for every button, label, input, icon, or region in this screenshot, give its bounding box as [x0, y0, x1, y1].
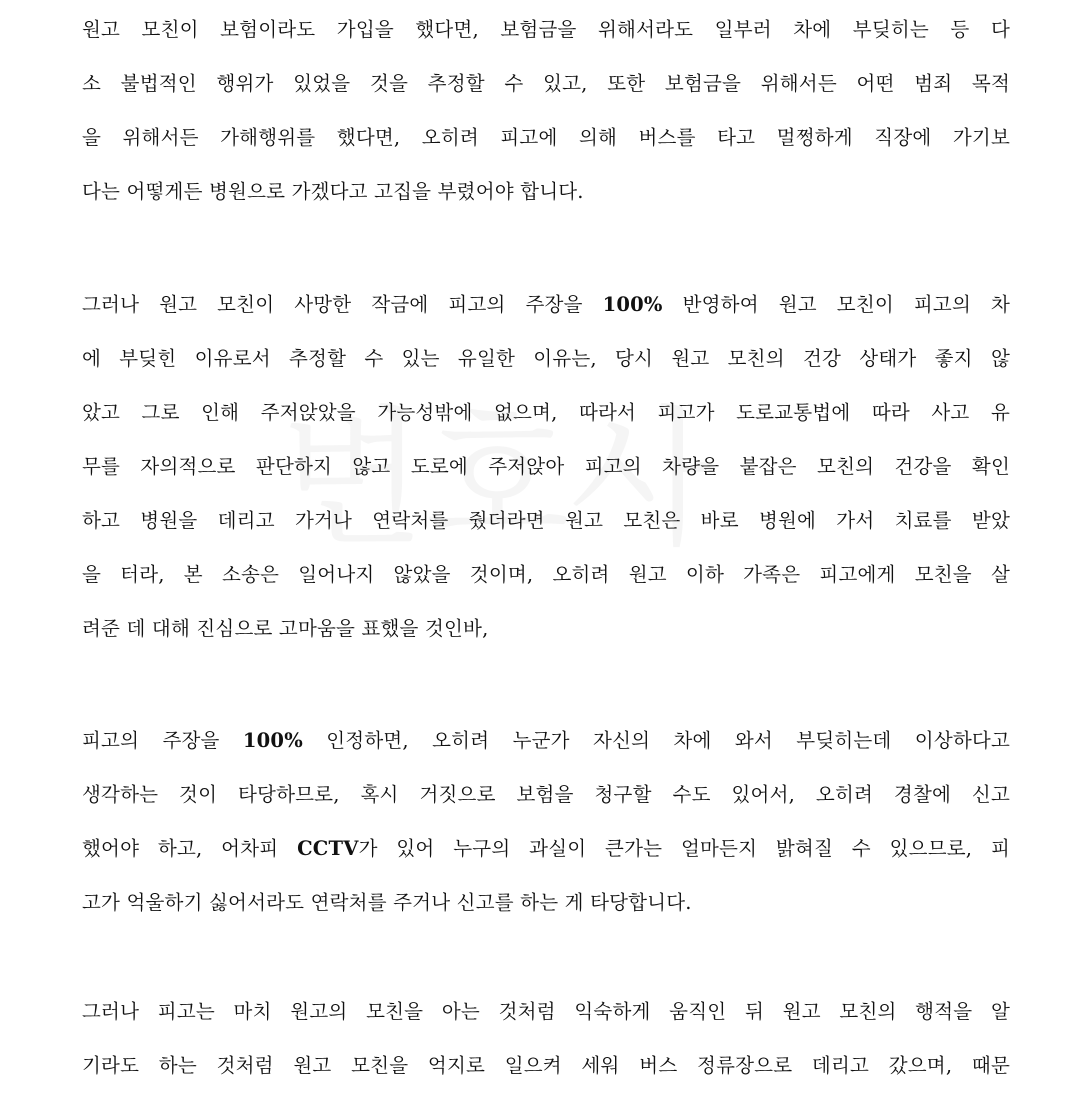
text-line: 생각하는 것이 타당하므로, 혹시 거짓으로 보험을 청구할 수도 있어서, 오히려 경찰에 신고 — [82, 783, 1010, 806]
text-line: 그러나 피고는 마치 원고의 모친을 아는 것처럼 익숙하게 움직인 뒤 원고 모친의 행적을 알 — [82, 1000, 1010, 1023]
text-line: 무를 자의적으로 판단하지 않고 도로에 주저앉아 피고의 차량을 붙잡은 모친의 건강을 확인 — [82, 455, 1010, 478]
text-line: 려준 데 대해 진심으로 고마움을 표했을 것인바, — [82, 617, 489, 640]
text-line: 했어야 하고, 어차피 CCTV가 있어 누구의 과실이 큰가는 얼마든지 밝혀질 수 있으므로, 피 — [82, 837, 1011, 860]
paragraph-4 — [82, 985, 1010, 1093]
paragraph-2 — [82, 278, 1010, 656]
paragraph-3 — [82, 714, 1010, 930]
text-line: 피고의 주장을 100% 인정하면, 오히려 누군가 자신의 차에 와서 부딪히는데 이상하다고 — [82, 729, 1010, 752]
text-line: 다는 어떻게든 병원으로 가겠다고 고집을 부렸어야 합니다. — [82, 180, 584, 203]
text-line: 기라도 하는 것처럼 원고 모친을 억지로 일으켜 세워 버스 정류장으로 데리고 갔으며, 때문 — [82, 1054, 1010, 1077]
text-line: 았고 그로 인해 주저앉았을 가능성밖에 없으며, 따라서 피고가 도로교통법에 따라 사고 유 — [82, 401, 1010, 424]
paragraph-1 — [82, 3, 1010, 219]
text-line: 을 터라, 본 소송은 일어나지 않았을 것이며, 오히려 원고 이하 가족은 피고에게 모친을 살 — [82, 563, 1010, 586]
text-line: 에 부딪힌 이유로서 추정할 수 있는 유일한 이유는, 당시 원고 모친의 건강 상태가 좋지 않 — [82, 347, 1010, 370]
text-line: 을 위해서든 가해행위를 했다면, 오히려 피고에 의해 버스를 타고 멀쩡하게 직장에 가기보 — [82, 126, 1010, 149]
text-line: 하고 병원을 데리고 가거나 연락처를 줬더라면 원고 모친은 바로 병원에 가서 치료를 받았 — [82, 509, 1010, 532]
text-line: 소 불법적인 행위가 있었을 것을 추정할 수 있고, 또한 보험금을 위해서든 어떤 범죄 목적 — [82, 72, 1010, 95]
text-line: 원고 모친이 보험이라도 가입을 했다면, 보험금을 위해서라도 일부러 차에 부딪히는 등 다 — [82, 18, 1010, 41]
text-line: 그러나 원고 모친이 사망한 작금에 피고의 주장을 100% 반영하여 원고 모친이 피고의 차 — [82, 293, 1010, 316]
text-line: 고가 억울하기 싫어서라도 연락처를 주거나 신고를 하는 게 타당합니다. — [82, 891, 692, 914]
